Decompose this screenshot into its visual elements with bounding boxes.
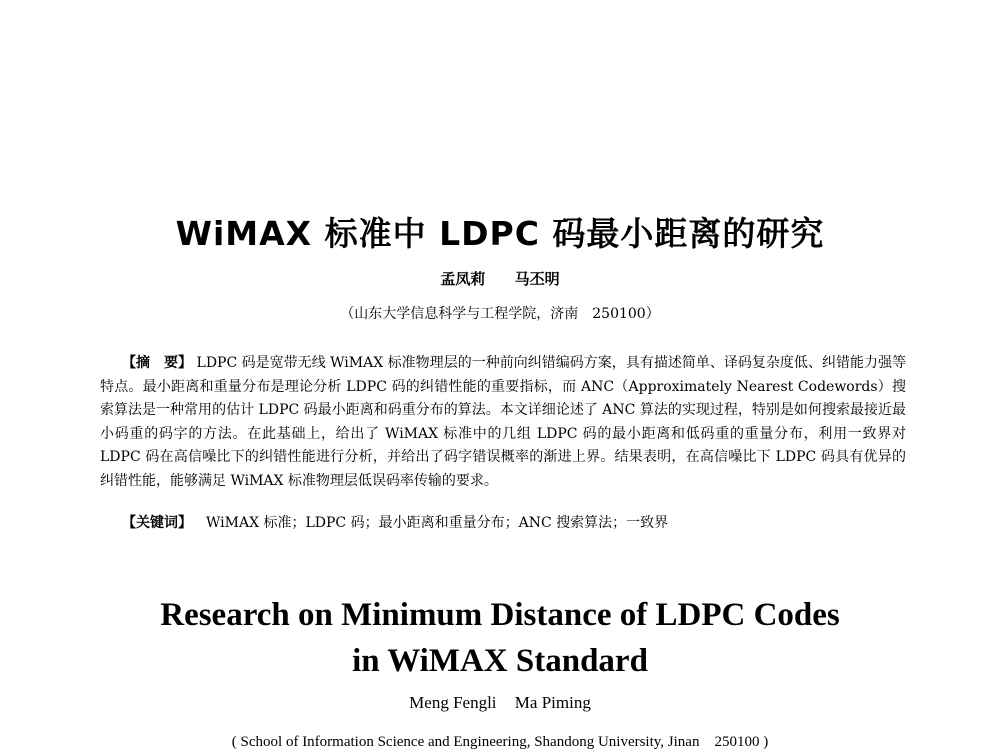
english-authors: [0, 693, 1000, 713]
english-title: [0, 592, 1000, 684]
chinese-title: WiMAX 标准中 LDPC 码最小距离的研究: [175, 214, 825, 253]
abstract-label: 【摘 要】: [122, 355, 193, 371]
author-2-en: Ma Piming: [514, 693, 591, 712]
author-1-en: Meng Fengli: [409, 693, 497, 712]
author-1-cn: 孟凤莉: [440, 270, 486, 288]
abstract-text: LDPC 码是宽带无线 WiMAX 标准物理层的一种前向纠错编码方案，具有描述简单、译码复杂度低、纠错能力强等特点。最小距离和重量分布是理论分析 LDPC 码的纠错性能的重要指标，而 ANC（Approximately Nearest Codewords）搜索算法是一种常用的估计 LDPC 码最小距离和码重分布的算法。本文详细论述了 ANC 算法的实现过程，特别是如何搜索最接近最小码重的码字的方法。在此基础上，给出了 WiMAX 标准中的几组 LDPC 码的最小距离和低码重的重量分布，利用一致界对 LDPC 码在高信噪比下的纠错性能进行分析，并给出了码字错误概率的渐进上界。结果表明，在高信噪比下 LDPC 码具有优异的纠错性能，能够满足 WiMAX 标准物理层低误码率传输的要求。: [100, 355, 906, 489]
author-2-cn: 马丕明: [514, 270, 560, 288]
english-title-line-1: Research on Minimum Distance of LDPC Codes: [160, 597, 840, 633]
chinese-affiliation: （山东大学信息科学与工程学院，济南 250100）: [340, 306, 660, 322]
chinese-abstract: [100, 352, 906, 493]
english-affiliation: ( School of Information Science and Engineering, Shandong University, Jinan 250100 ): [231, 734, 769, 750]
chinese-authors: [0, 268, 1000, 289]
english-title-line-2: in WiMAX Standard: [352, 643, 648, 679]
keywords-label: 【关键词】: [122, 515, 192, 531]
chinese-keywords: [122, 512, 906, 535]
keywords-text: WiMAX 标准；LDPC 码；最小距离和重量分布；ANC 搜索算法；一致界: [206, 515, 669, 531]
